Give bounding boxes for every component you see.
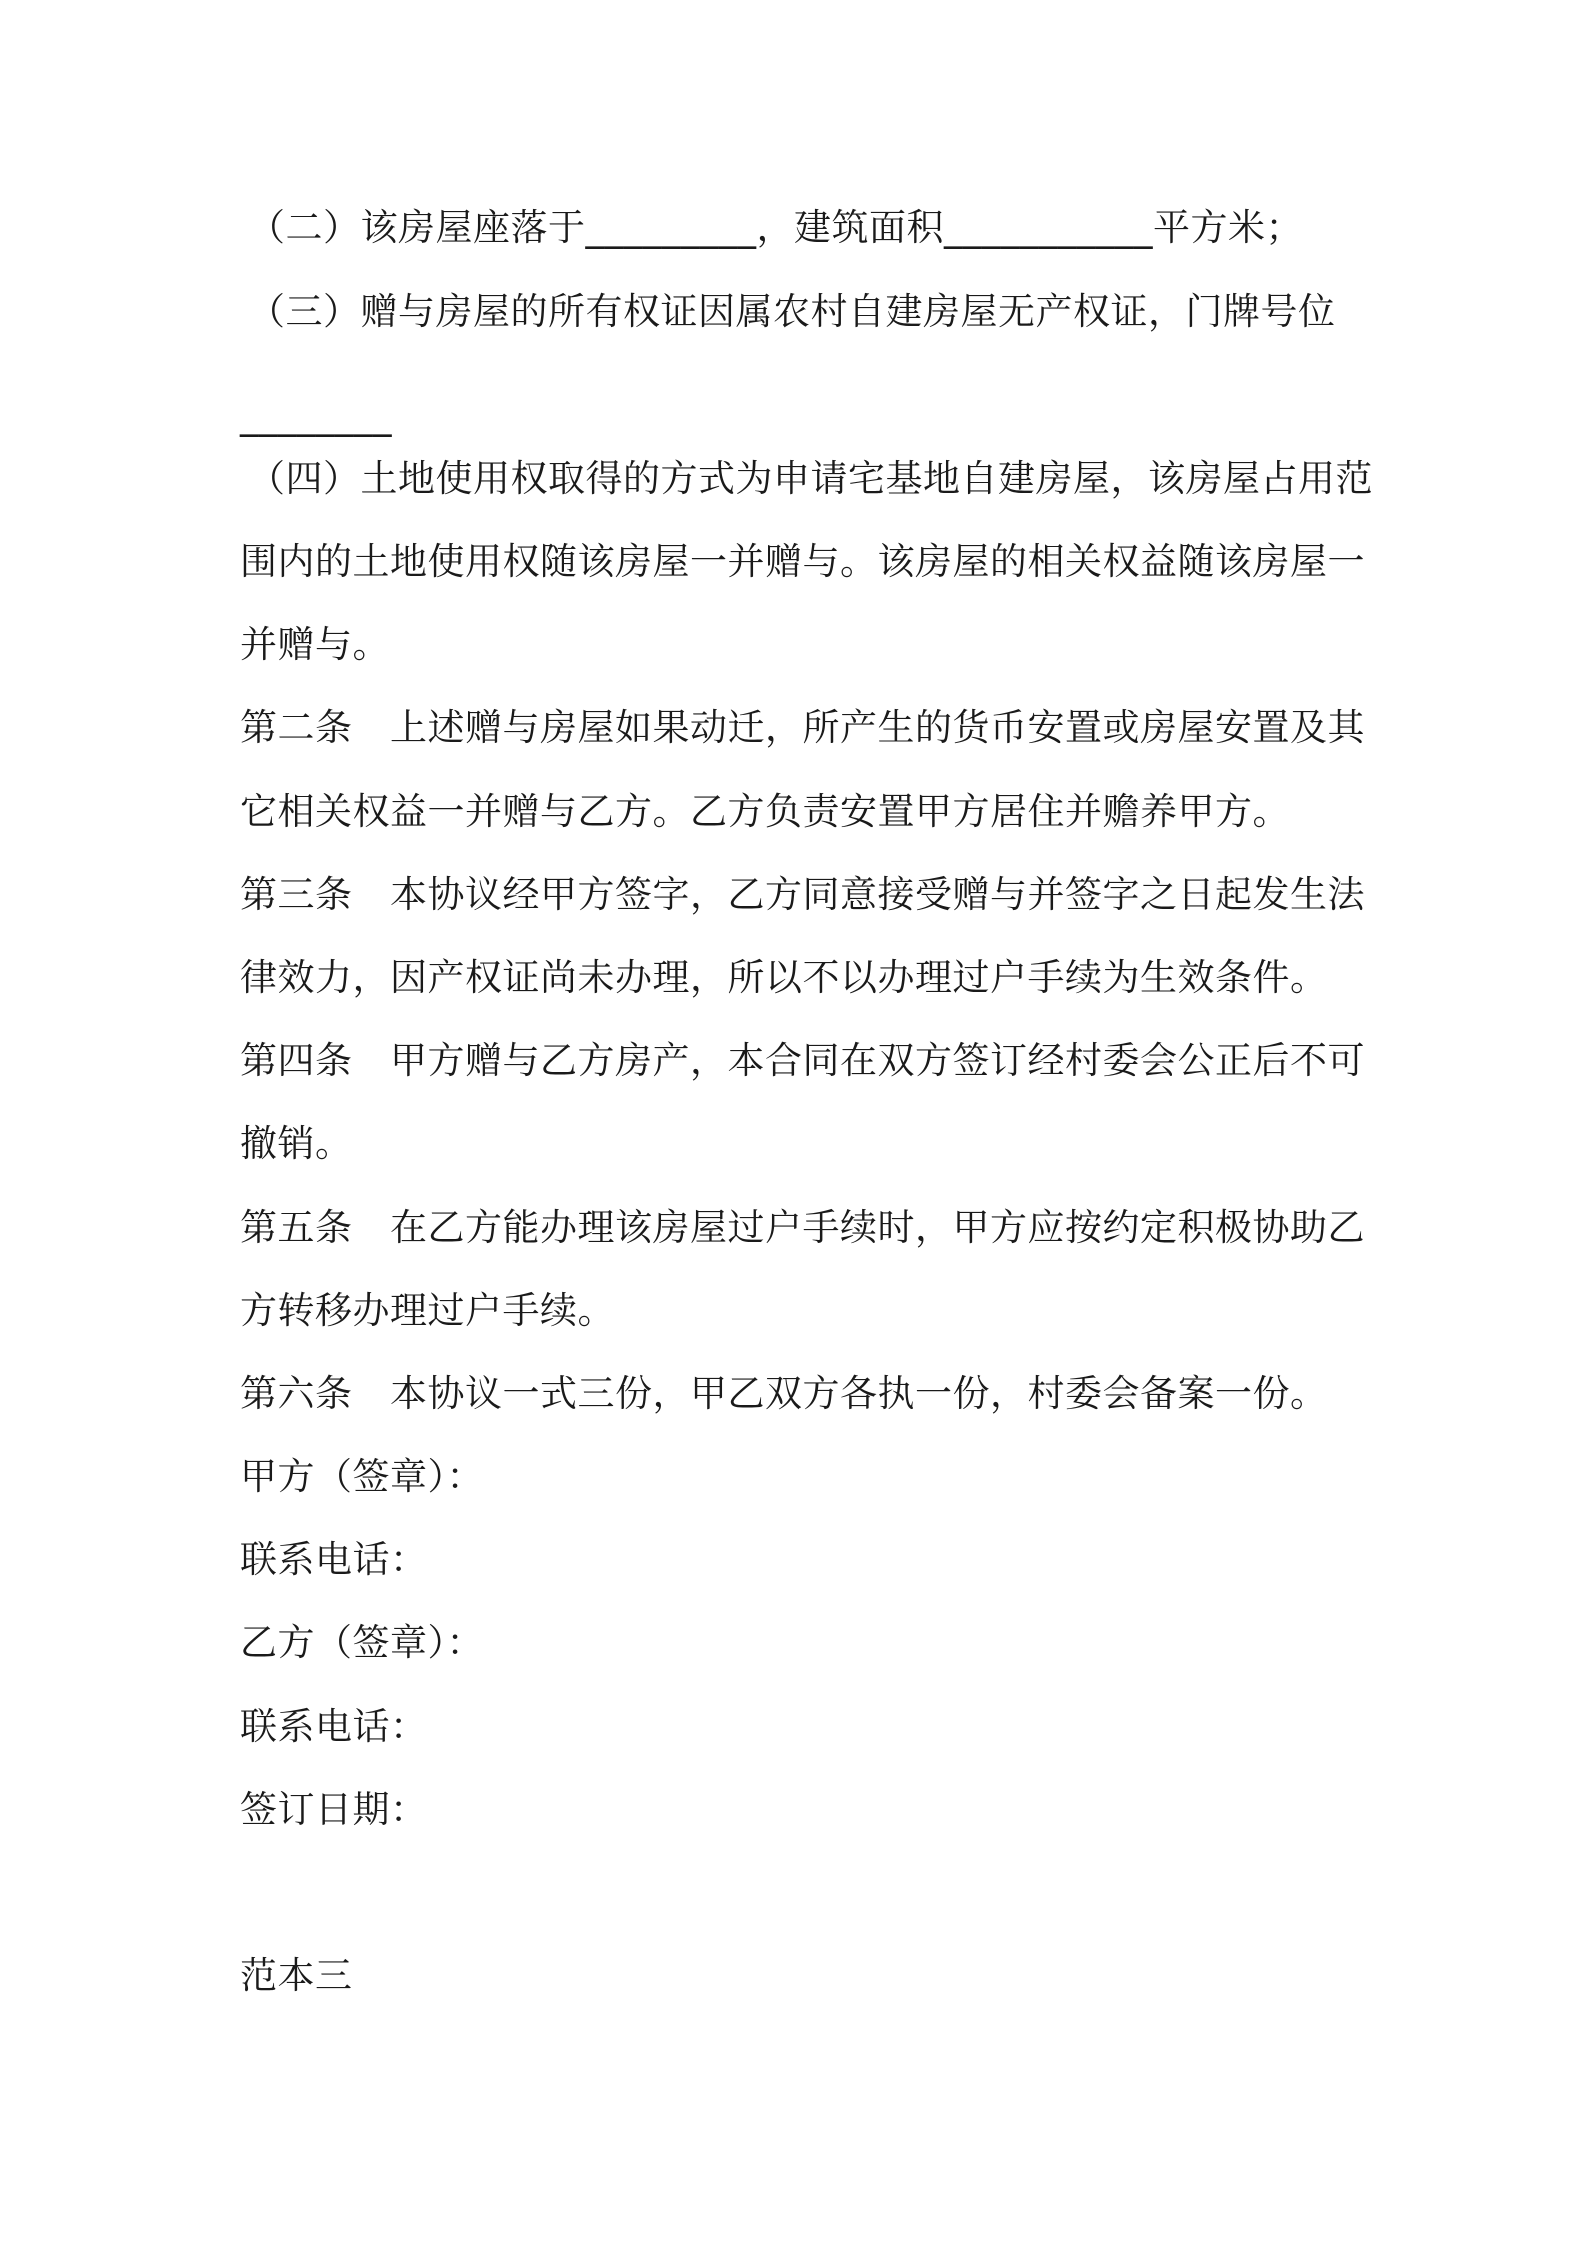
clause-3-ownership: （三）赠与房屋的所有权证因属农村自建房屋无产权证，门牌号位 bbox=[248, 290, 1336, 333]
party-a-phone: 联系电话： bbox=[240, 1538, 428, 1581]
clause-2-location-area: （二）该房屋座落于_________，建筑面积___________平方米； bbox=[248, 206, 1303, 249]
party-b-phone: 联系电话： bbox=[240, 1705, 428, 1748]
article-5-line-1: 第五条 在乙方能办理该房屋过户手续时，甲方应按约定积极协助乙 bbox=[240, 1206, 1365, 1249]
article-2-line-2: 它相关权益一并赠与乙方。乙方负责安置甲方居住并赡养甲方。 bbox=[240, 790, 1290, 833]
article-3-line-1: 第三条 本协议经甲方签字，乙方同意接受赠与并签字之日起发生法 bbox=[240, 873, 1365, 916]
party-a-signature: 甲方（签章）： bbox=[240, 1455, 484, 1498]
clause-4-land-use-line-1: （四）土地使用权取得的方式为申请宅基地自建房屋，该房屋占用范 bbox=[248, 457, 1373, 500]
template-3-heading: 范本三 bbox=[240, 1954, 353, 1997]
party-b-signature: 乙方（签章）： bbox=[240, 1621, 484, 1664]
article-6: 第六条 本协议一式三份，甲乙双方各执一份，村委会备案一份。 bbox=[240, 1372, 1328, 1415]
clause-4-land-use-line-2: 围内的土地使用权随该房屋一并赠与。该房屋的相关权益随该房屋一 bbox=[240, 540, 1365, 583]
clause-4-land-use-line-3: 并赠与。 bbox=[240, 623, 390, 666]
article-2-line-1: 第二条 上述赠与房屋如果动迁，所产生的货币安置或房屋安置及其 bbox=[240, 706, 1365, 749]
article-5-line-2: 方转移办理过户手续。 bbox=[240, 1289, 615, 1332]
signing-date: 签订日期： bbox=[240, 1788, 428, 1831]
door-number-blank: ________ bbox=[240, 394, 392, 437]
article-4-line-1: 第四条 甲方赠与乙方房产，本合同在双方签订经村委会公正后不可 bbox=[240, 1039, 1365, 1082]
article-3-line-2: 律效力，因产权证尚未办理，所以不以办理过户手续为生效条件。 bbox=[240, 956, 1328, 999]
article-4-line-2: 撤销。 bbox=[240, 1122, 353, 1165]
